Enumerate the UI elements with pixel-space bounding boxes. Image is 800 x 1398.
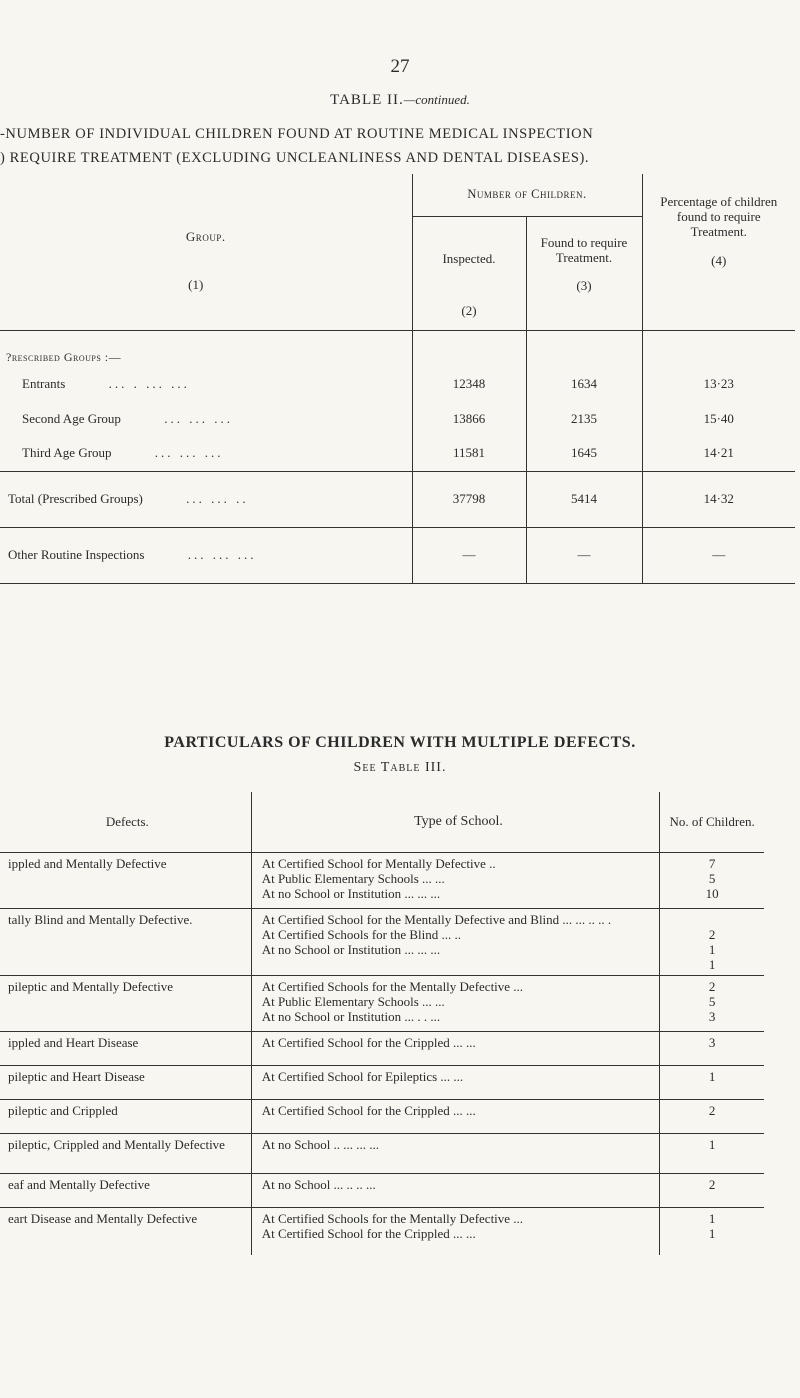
- school-type-line: At Certified School for the Crippled ... ...: [261, 1034, 476, 1050]
- found-value: 2135: [526, 401, 642, 436]
- school-type-line: At no School or Institution ... ... ...: [261, 941, 441, 957]
- inspected-header: Inspected. (2): [412, 216, 526, 330]
- page-number: 27: [390, 56, 410, 77]
- school-type-cell: [251, 908, 660, 975]
- school-type-line: At Certified Schools for the Mentally Defective ...: [261, 1210, 524, 1226]
- children-count-cell: [660, 1173, 764, 1207]
- school-type-header: Type of School.: [251, 792, 660, 852]
- school-type-line: At Certified School for Epileptics ... ...: [261, 1068, 464, 1084]
- total-inspected-value: 37798: [412, 471, 526, 527]
- inspected-value: 12348: [412, 366, 526, 401]
- leader-dots: ... . ... ...: [108, 375, 190, 391]
- table-row: [0, 401, 795, 436]
- leader-dots: ... ... ...: [154, 445, 224, 461]
- school-type-cell: [251, 1065, 660, 1099]
- children-count-value: 3: [708, 1008, 716, 1024]
- children-count-value: 2: [708, 978, 716, 994]
- number-of-children-header: Number of Children.: [412, 174, 642, 216]
- school-type-line: At Certified School for the Crippled ... ...: [261, 1102, 476, 1118]
- leader-dots: ... ... ..: [186, 491, 249, 506]
- total-label: Total (Prescribed Groups): [8, 491, 143, 506]
- multiple-defects-table: [0, 792, 764, 1255]
- children-count-cell: [660, 1133, 764, 1173]
- children-count-value: 1: [708, 1210, 716, 1226]
- children-count-header: No. of Children.: [660, 792, 764, 852]
- table-row: [0, 1207, 764, 1255]
- school-type-line: At no School ... .. .. ...: [261, 1176, 376, 1192]
- table-row: [0, 1031, 764, 1065]
- school-type-cell: [251, 1099, 660, 1133]
- school-type-line: At Public Elementary Schools ... ...: [261, 870, 445, 886]
- table-title: [0, 92, 800, 109]
- defect-cell: ippled and Mentally Defective: [0, 852, 251, 908]
- heading-line-1: -NUMBER OF INDIVIDUAL CHILDREN FOUND AT ROUTINE MEDICAL INSPECTION: [0, 126, 594, 142]
- defect-cell: pileptic and Mentally Defective: [0, 975, 251, 1031]
- table-row: [0, 1099, 764, 1133]
- table-title-main: TABLE II.: [330, 92, 404, 108]
- found-value: 1645: [526, 436, 642, 471]
- multiple-defects-body: [0, 852, 764, 1255]
- defect-cell: pileptic and Heart Disease: [0, 1065, 251, 1099]
- total-row: [0, 471, 795, 527]
- children-count-value: 2: [708, 926, 716, 942]
- table-row: [0, 366, 795, 401]
- table-row: [0, 436, 795, 471]
- total-percentage-value: 14·32: [642, 471, 795, 527]
- children-count-value: 3: [708, 1034, 716, 1050]
- children-count-value: 1: [708, 1225, 716, 1241]
- group-header: Group. (1): [0, 174, 412, 330]
- defect-cell: eart Disease and Mentally Defective: [8, 1210, 198, 1226]
- children-count-value: 10: [705, 885, 719, 901]
- other-percentage-value: —: [642, 527, 795, 583]
- children-count-cell: [660, 1031, 764, 1065]
- defects-header: Defects.: [0, 792, 251, 852]
- defect-cell: tally Blind and Mentally Defective.: [0, 908, 251, 975]
- leader-dots: ... ... ...: [187, 547, 257, 562]
- children-count-value: 1: [708, 941, 716, 957]
- percentage-value: 15·40: [642, 401, 795, 436]
- children-count-cell: [660, 908, 764, 975]
- inspected-value: 13866: [412, 401, 526, 436]
- total-found-value: 5414: [526, 471, 642, 527]
- leader-dots: ... ... ...: [164, 410, 233, 426]
- school-type-line: At Certified School for the Crippled ... ...: [261, 1225, 476, 1241]
- other-label: Other Routine Inspections: [8, 547, 145, 562]
- children-count-cell: [660, 1207, 764, 1255]
- school-type-line: At Public Elementary Schools ... ...: [261, 993, 445, 1009]
- children-count-value: 5: [708, 993, 716, 1009]
- table-row: [0, 852, 764, 908]
- heading-line-2: ) REQUIRE TREATMENT (EXCLUDING UNCLEANLINESS AND DENTAL DISEASES).: [0, 150, 590, 166]
- other-row: [0, 527, 795, 583]
- children-count-cell: [660, 1099, 764, 1133]
- defect-cell: eaf and Mentally Defective: [0, 1173, 251, 1207]
- children-count-value: 1: [708, 956, 716, 972]
- school-type-cell: [251, 1207, 660, 1255]
- children-count-cell: [660, 975, 764, 1031]
- children-count-cell: [660, 1065, 764, 1099]
- inspected-value: 11581: [412, 436, 526, 471]
- children-count-value: 2: [708, 1176, 716, 1192]
- found-header: Found to require Treatment. (3): [526, 216, 642, 330]
- school-type-line: At no School or Institution ... . . ...: [261, 1008, 441, 1024]
- table-row: [0, 1065, 764, 1099]
- section-label: ?rescribed Groups :—: [6, 350, 122, 364]
- multiple-defects-subtitle: See Table III.: [353, 760, 447, 775]
- other-inspected-value: —: [412, 527, 526, 583]
- children-count-value: 2: [708, 1102, 716, 1118]
- table-row: [0, 975, 764, 1031]
- school-type-cell: [251, 852, 660, 908]
- school-type-line: At Certified School for Mentally Defective ..: [261, 855, 496, 871]
- children-count-value: 1: [708, 1136, 716, 1152]
- school-type-line: At no School .. ... ... ...: [261, 1136, 380, 1152]
- defect-cell: ippled and Heart Disease: [0, 1031, 251, 1065]
- table-row: [0, 1173, 764, 1207]
- children-count-value: 1: [708, 1068, 716, 1084]
- row-label: Third Age Group: [22, 445, 112, 461]
- other-found-value: —: [526, 527, 642, 583]
- percentage-value: 14·21: [642, 436, 795, 471]
- defect-cell: pileptic and Crippled: [0, 1099, 251, 1133]
- school-type-line: At Certified Schools for the Mentally Defective ...: [261, 978, 524, 994]
- school-type-cell: [251, 975, 660, 1031]
- school-type-line: At Certified Schools for the Blind ... ..: [261, 926, 461, 942]
- row-label: Entrants: [22, 375, 66, 391]
- children-count-value: 5: [708, 870, 716, 886]
- school-type-cell: [251, 1133, 660, 1173]
- table-title-suffix: —continued.: [403, 92, 470, 107]
- children-count-value: 7: [708, 855, 716, 871]
- defect-cell: pileptic, Crippled and Mentally Defective: [0, 1133, 251, 1173]
- multiple-defects-title: PARTICULARS OF CHILDREN WITH MULTIPLE DEFECTS.: [164, 734, 636, 751]
- percentage-header: Percentage of children found to require Treatment. (4): [642, 174, 795, 330]
- table-row: [0, 908, 764, 975]
- school-type-cell: [251, 1031, 660, 1065]
- table-row: [0, 1133, 764, 1173]
- school-type-cell: [251, 1173, 660, 1207]
- group-col-num: (1): [188, 276, 204, 292]
- school-type-line: At Certified School for the Mentally Defective and Blind ... ... .. .. .: [261, 911, 612, 927]
- inspection-table: [0, 174, 795, 584]
- percentage-value: 13·23: [642, 366, 795, 401]
- row-label: Second Age Group: [22, 410, 121, 426]
- found-value: 1634: [526, 366, 642, 401]
- children-count-cell: [660, 852, 764, 908]
- school-type-line: At no School or Institution ... ... ...: [261, 885, 441, 901]
